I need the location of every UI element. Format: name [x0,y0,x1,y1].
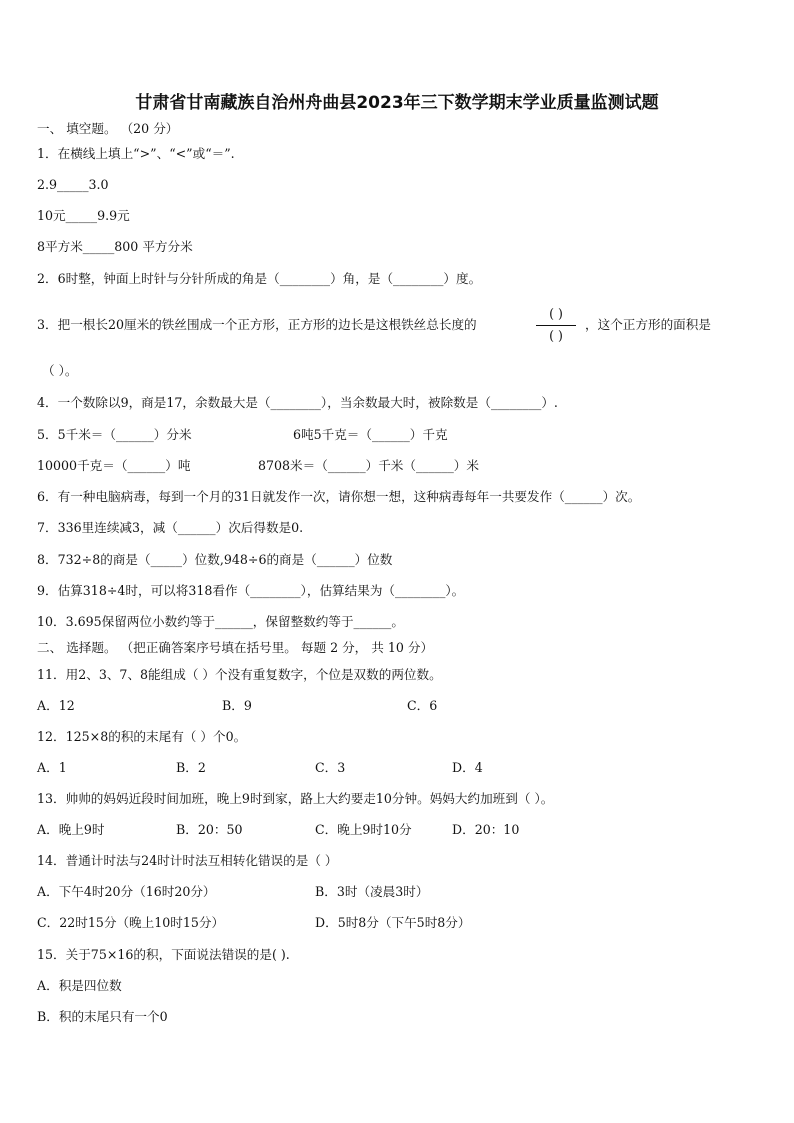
section-heading-fill-blank: 一、 填空题。 （20 分） [37,121,179,136]
question-15-stem: 15．关于75×16的积，下面说法错误的是( ). [37,947,290,962]
question-1-item-c: 8平方米_____800 平方分米 [37,239,193,254]
question-2: 2．6时整，钟面上时针与分针所成的角是（________）角，是（________）度。 [37,271,482,286]
fraction-denominator-blank: ( ) [549,328,563,343]
question-4: 4．一个数除以9，商是17，余数最大是（________），当余数最大时，被除数是（________）. [37,395,558,410]
question-11-stem: 11．用2、3、7、8能组成（ ）个没有重复数字，个位是双数的两位数。 [37,667,442,682]
question-5-item-d: 8708米＝（______）千米（______）米 [258,458,479,473]
question-3-stem-end: ，这个正方形的面积是 [585,317,711,332]
question-15-option-b: B．积的末尾只有一个0 [37,1009,168,1024]
question-13-stem: 13．帅帅的妈妈近段时间加班，晚上9时到家，路上大约要走10分钟。妈妈大约加班到（ ）。 [37,791,554,806]
question-5-item-a: 5．5千米＝（______）分米 [37,427,192,442]
question-12-option-b: B．2 [176,760,206,775]
page-title: 甘肃省甘南藏族自治州舟曲县2023年三下数学期末学业质量监测试题 [135,93,659,113]
question-11-option-a: A．12 [37,698,75,713]
blank-fraction [533,304,579,346]
question-10: 10．3.695保留两位小数约等于______，保留整数约等于______。 [37,614,404,629]
fraction-bar [536,325,576,326]
question-14-stem: 14．普通计时法与24时计时法互相转化错误的是（ ） [37,853,338,868]
question-15-option-a: A．积是四位数 [37,978,122,993]
question-13-option-a: A．晚上9时 [37,822,105,837]
question-5-item-b: 6吨5千克＝（______）千克 [293,427,448,442]
question-3-stem: 3．把一根长20厘米的铁丝围成一个正方形，正方形的边长是这根铁丝总长度的 [37,317,477,332]
question-3-answer-blank: （ ）。 [42,363,78,378]
question-7: 7．336里连续减3，减（______）次后得数是0. [37,520,304,535]
question-1-stem: 1．在横线上填上“>”、“<”或“＝”. [37,146,235,161]
section-heading-multiple-choice: 二、 选择题。 （把正确答案序号填在括号里。 每题 2 分， 共 10 分） [37,640,434,655]
question-11-option-c: C．6 [407,698,438,713]
question-14-option-c: C．22时15分（晚上10时15分） [37,915,225,930]
question-13-option-c: C．晚上9时10分 [315,822,412,837]
question-13-option-d: D．20：10 [452,822,520,837]
fraction-numerator-blank: ( ) [549,306,563,321]
question-6: 6．有一种电脑病毒，每到一个月的31日就发作一次，请你想一想，这种病毒每年一共要发作（______）次。 [37,489,641,504]
question-14-option-d: D．5时8分（下午5时8分） [315,915,471,930]
question-5-item-c: 10000千克＝（______）吨 [37,458,191,473]
question-14-option-a: A．下午4时20分（16时20分） [37,884,216,899]
question-12-option-c: C．3 [315,760,346,775]
question-8: 8．732÷8的商是（_____）位数,948÷6的商是（______）位数 [37,552,393,567]
question-13-option-b: B．20：50 [176,822,243,837]
question-14-option-b: B．3时（凌晨3时） [315,884,429,899]
question-12-stem: 12．125×8的积的末尾有（ ）个0。 [37,729,247,744]
question-1-item-a: 2.9_____3.0 [37,177,109,192]
question-1-item-b: 10元_____9.9元 [37,208,130,223]
question-9: 9．估算318÷4时，可以将318看作（________），估算结果为（________）。 [37,583,465,598]
question-12-option-a: A．1 [37,760,67,775]
question-11-option-b: B．9 [222,698,252,713]
question-12-option-d: D．4 [452,760,483,775]
